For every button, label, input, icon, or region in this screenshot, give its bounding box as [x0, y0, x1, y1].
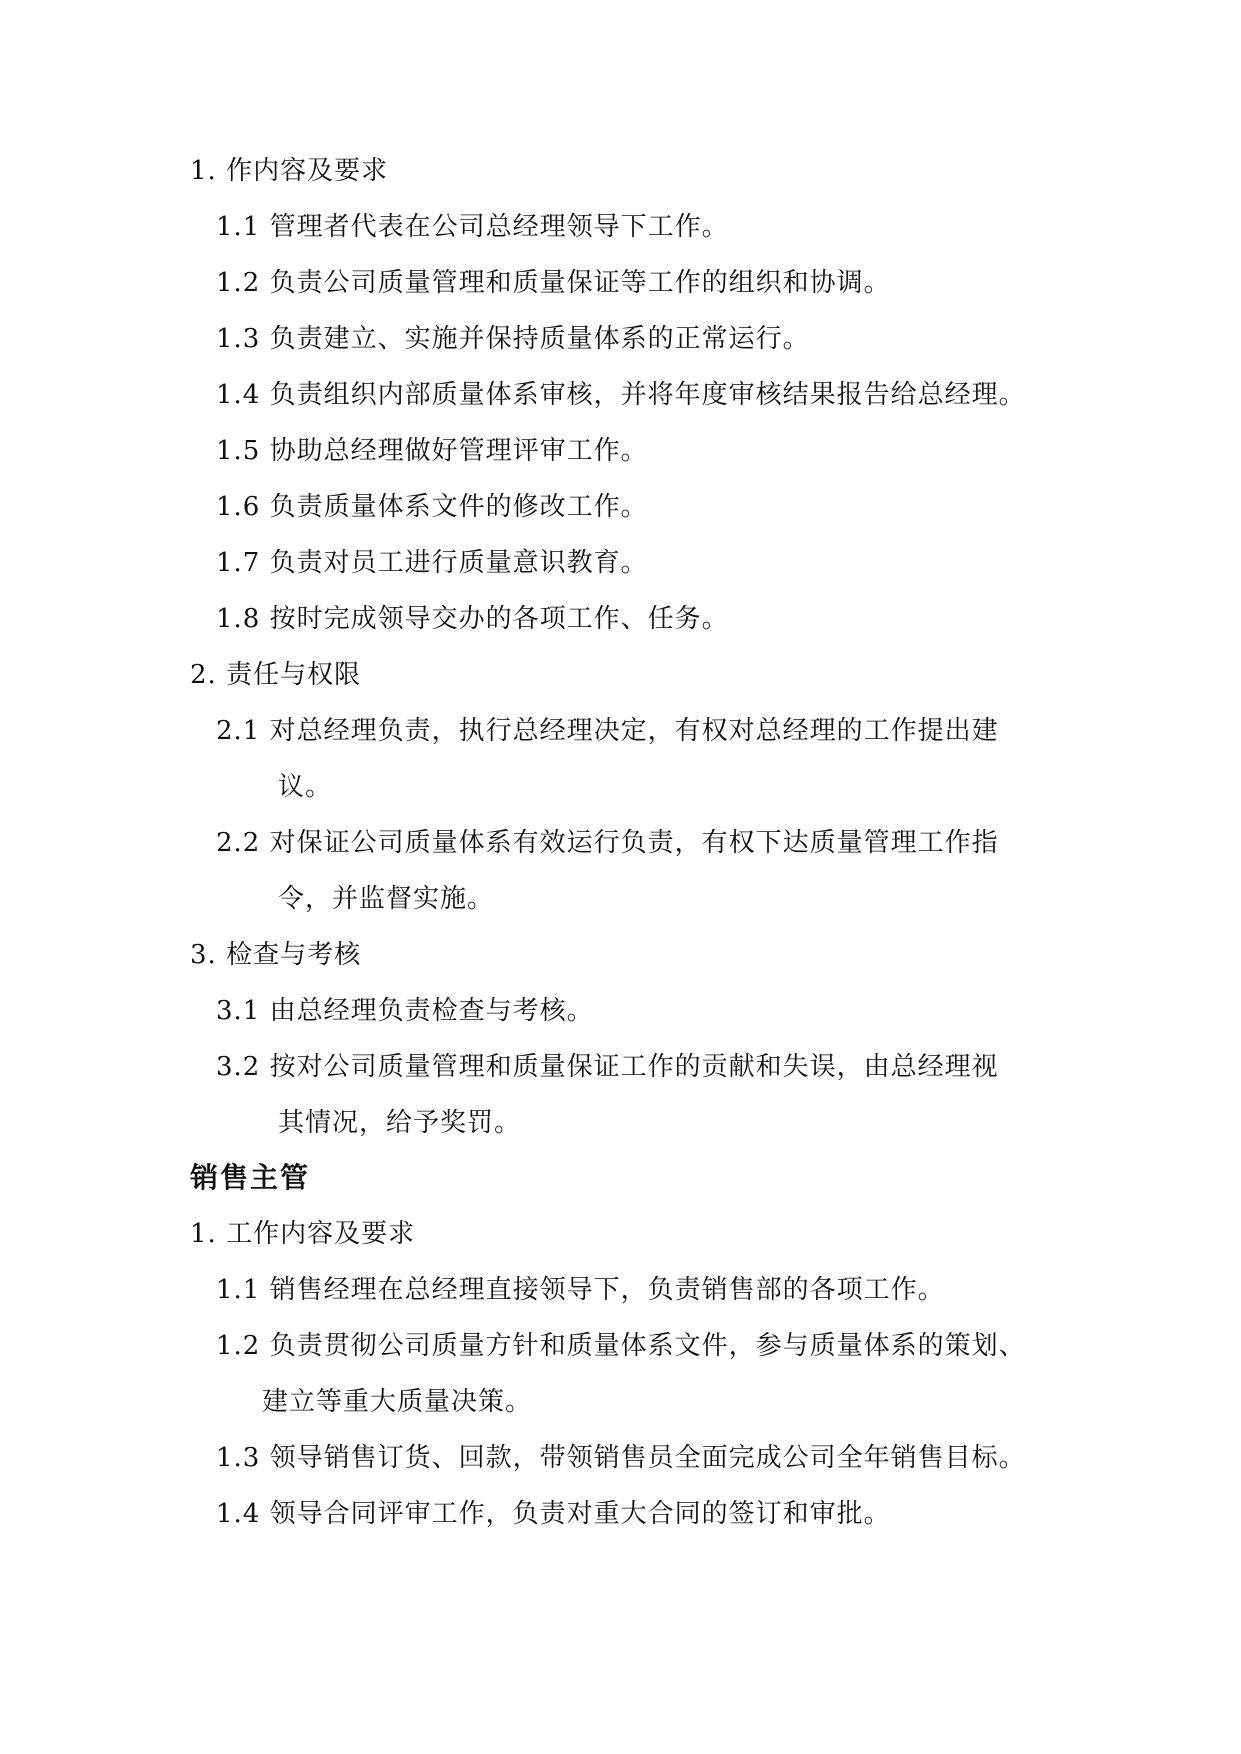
section-heading-2: 2. 责任与权限 [190, 660, 362, 690]
list-item-1-5: 1.5 协助总经理做好管理评审工作。 [216, 436, 648, 466]
list-item-3-2: 3.2 按对公司质量管理和质量保证工作的贡献和失误，由总经理视 [216, 1052, 999, 1082]
list-item-1-1: 1.1 管理者代表在公司总经理领导下工作。 [216, 212, 729, 242]
list-item-1-7: 1.7 负责对员工进行质量意识教育。 [216, 548, 648, 578]
list-item-3-1: 3.1 由总经理负责检查与考核。 [216, 996, 594, 1026]
sales-list-item-1-2-continuation: 建立等重大质量决策。 [262, 1387, 533, 1417]
role-title-sales-supervisor: 销售主管 [190, 1161, 311, 1194]
sales-list-item-1-4: 1.4 领导合同评审工作，负责对重大合同的签订和审批。 [216, 1499, 891, 1529]
section-heading-3: 3. 检查与考核 [190, 940, 362, 970]
list-item-1-4: 1.4 负责组织内部质量体系审核，并将年度审核结果报告给总经理。 [216, 380, 1026, 410]
list-item-1-3: 1.3 负责建立、实施并保持质量体系的正常运行。 [216, 324, 810, 354]
section-heading-sales-1: 1. 工作内容及要求 [190, 1219, 416, 1249]
list-item-2-1-continuation: 议。 [278, 772, 333, 802]
sales-list-item-1-3: 1.3 领导销售订货、回款，带领销售员全面完成公司全年销售目标。 [216, 1443, 1026, 1473]
section-heading-1: 1. 作内容及要求 [190, 156, 389, 186]
list-item-1-8: 1.8 按时完成领导交办的各项工作、任务。 [216, 604, 729, 634]
list-item-1-2: 1.2 负责公司质量管理和质量保证等工作的组织和协调。 [216, 268, 891, 298]
list-item-2-2-continuation: 令，并监督实施。 [278, 884, 495, 914]
sales-list-item-1-2: 1.2 负责贯彻公司质量方针和质量体系文件，参与质量体系的策划、 [216, 1331, 1026, 1361]
list-item-3-2-continuation: 其情况，给予奖罚。 [278, 1108, 522, 1138]
list-item-2-1: 2.1 对总经理负责，执行总经理决定，有权对总经理的工作提出建 [216, 716, 999, 746]
sales-list-item-1-1: 1.1 销售经理在总经理直接领导下，负责销售部的各项工作。 [216, 1275, 945, 1305]
list-item-2-2: 2.2 对保证公司质量体系有效运行负责，有权下达质量管理工作指 [216, 828, 999, 858]
list-item-1-6: 1.6 负责质量体系文件的修改工作。 [216, 492, 648, 522]
